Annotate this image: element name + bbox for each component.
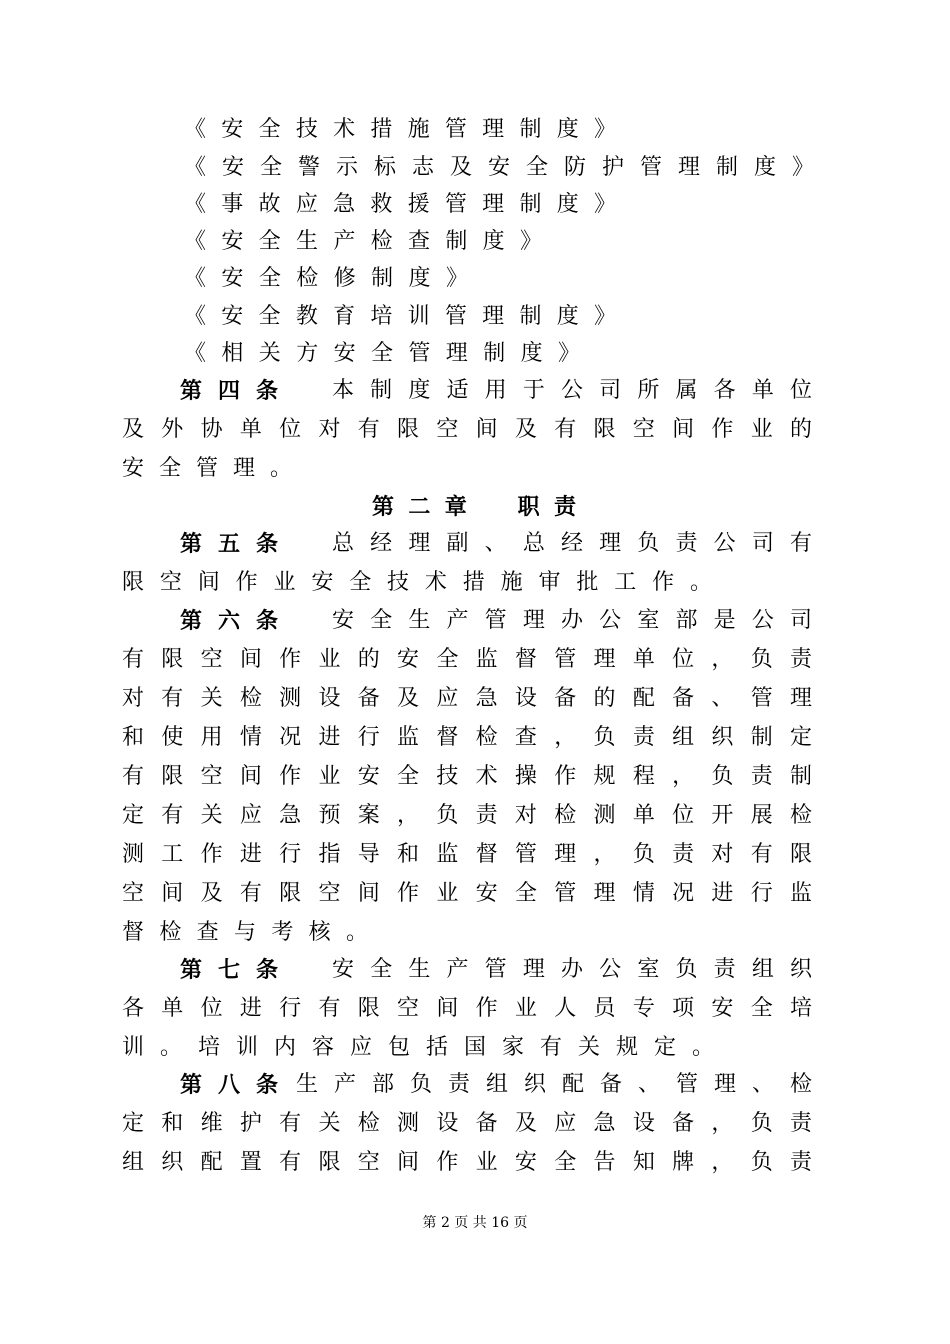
article-7-line-1: 安全生产管理办公室负责组织 — [332, 957, 829, 982]
article-6-line-1: 安全生产管理办公室部是公司 — [332, 608, 829, 633]
article-6-line-8: 空间及有限空间作业安全管理情况进行监 — [122, 881, 830, 906]
chapter-2-heading: 第二章 职责 — [372, 494, 591, 520]
article-7-heading: 第七条 — [180, 957, 294, 983]
list-item-3: 《事故应急救援管理制度》 — [184, 192, 632, 217]
article-6-line-6: 定有关应急预案，负责对检测单位开展检 — [122, 803, 830, 828]
list-item-7: 《相关方安全管理制度》 — [184, 341, 596, 366]
list-item-1: 《安全技术措施管理制度》 — [184, 117, 632, 142]
article-6-heading: 第六条 — [180, 608, 294, 634]
article-4-line-1: 本制度适用于公司所属各单位 — [332, 378, 829, 403]
page-number-footer: 第 2 页 共 16 页 — [422, 1215, 528, 1231]
article-7-line-2: 各单位进行有限空间作业人员专项安全培 — [122, 996, 830, 1021]
article-5-line-2: 限空间作业安全技术措施审批工作。 — [122, 570, 728, 595]
article-6-line-2: 有限空间作业的安全监督管理单位，负责 — [122, 647, 830, 672]
article-5-heading: 第五条 — [180, 531, 294, 557]
article-8-heading: 第八条 — [180, 1072, 294, 1098]
list-item-6: 《安全教育培训管理制度》 — [184, 304, 632, 329]
article-8-line-3: 组织配置有限空间作业安全告知牌，负责 — [122, 1150, 830, 1175]
article-4-line-2: 及外协单位对有限空间及有限空间作业的 — [122, 417, 830, 442]
list-item-4: 《安全生产检查制度》 — [184, 229, 558, 254]
article-4-line-3: 安全管理。 — [122, 456, 307, 481]
article-6-line-4: 和使用情况进行监督检查，负责组织制定 — [122, 725, 830, 750]
list-item-5: 《安全检修制度》 — [184, 266, 484, 291]
article-8-line-1: 生产部负责组织配备、管理、检 — [296, 1072, 828, 1097]
article-6-line-7: 测工作进行指导和监督管理，负责对有限 — [122, 842, 830, 867]
article-6-line-9: 督检查与考核。 — [122, 920, 384, 945]
list-item-2: 《安全警示标志及安全防护管理制度》 — [184, 155, 830, 180]
article-7-line-3: 训。培训内容应包括国家有关规定。 — [122, 1035, 730, 1060]
article-4-heading: 第四条 — [180, 378, 294, 404]
article-8-line-2: 定和维护有关检测设备及应急设备，负责 — [122, 1111, 830, 1136]
article-5-line-1: 总经理副、总经理负责公司有 — [332, 531, 829, 556]
article-6-line-5: 有限空间作业安全技术操作规程，负责制 — [122, 764, 830, 789]
article-6-line-3: 对有关检测设备及应急设备的配备、管理 — [122, 686, 830, 711]
